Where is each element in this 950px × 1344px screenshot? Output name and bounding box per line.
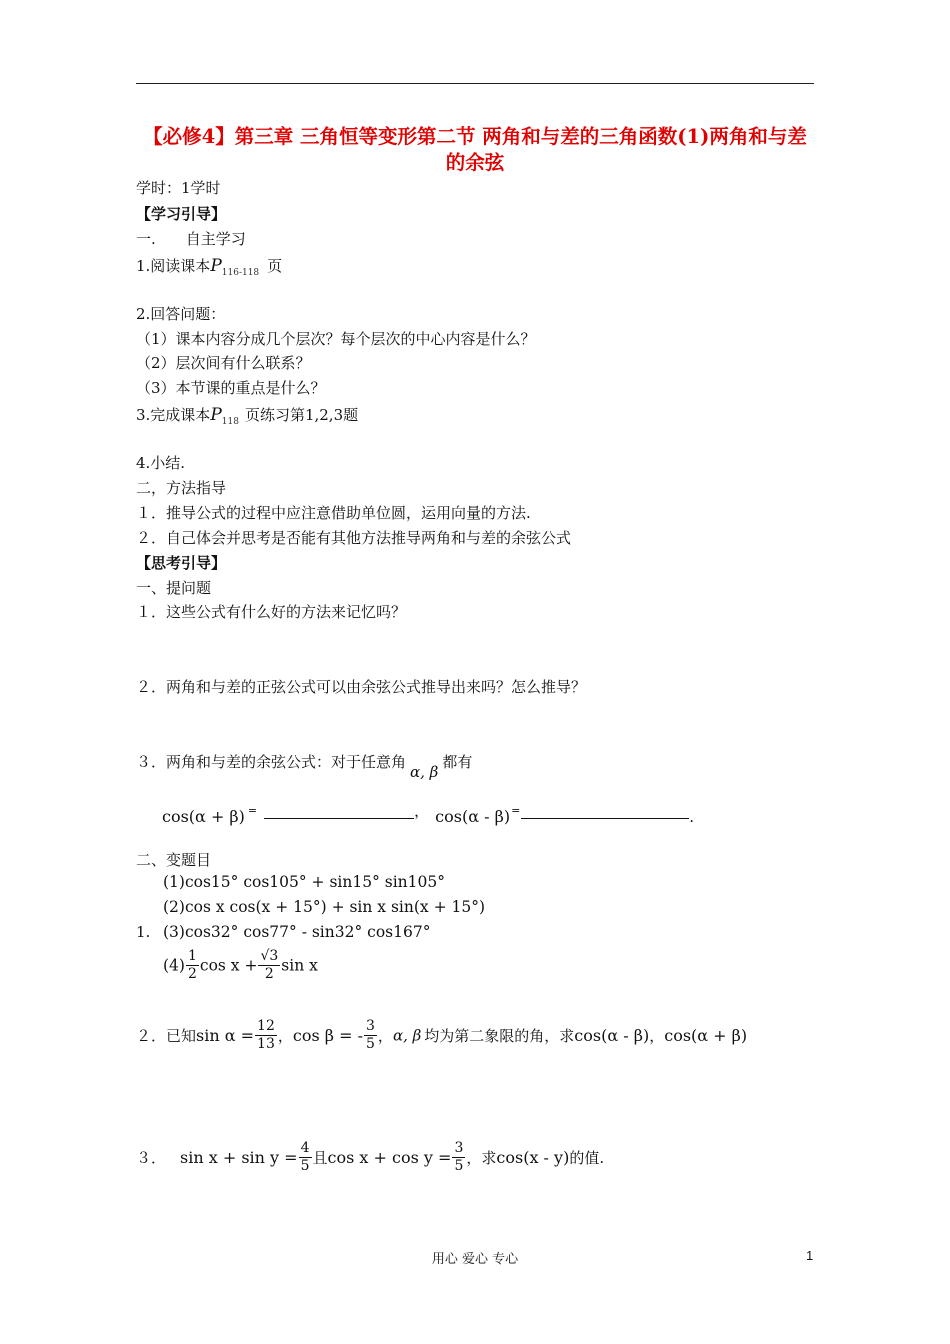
v3-den1: 5 <box>300 1158 310 1174</box>
v2-cos-beta: cos β = - <box>292 1026 363 1045</box>
cos-sum-expr: cos(α + β) <box>162 807 245 826</box>
variant-1a: (1)cos15° cos105° + sin15° sin105° <box>163 873 445 891</box>
v2-sin-alpha: sin α = <box>196 1026 255 1045</box>
variant-2 <box>136 1018 747 1053</box>
variant-1b: (2)cos x cos(x + 15°) + sin x sin(x + 15°) <box>163 898 486 916</box>
section-heading-thinking: 【思考引导】 <box>136 554 227 572</box>
v3-fraction-3-5 <box>452 1140 465 1175</box>
variant-1d <box>163 948 318 983</box>
v2-result-1: cos(α - β) <box>574 1026 650 1045</box>
formula-comma: ， <box>414 802 430 820</box>
v2-mid: 均为第二象限的角，求 <box>424 1027 575 1045</box>
cosine-formula-line <box>162 802 695 827</box>
complete-label: 3.完成课本 <box>136 406 211 424</box>
v1d-den2: 2 <box>264 966 274 982</box>
v2-fraction-12-13 <box>255 1018 277 1053</box>
complete-page-number: 118 <box>221 417 239 427</box>
v2-den2: 5 <box>366 1036 375 1052</box>
method-1: １．推导公式的过程中应注意借助单位圆，运用向量的方法. <box>136 504 531 522</box>
v1d-num2: √3 <box>260 948 279 964</box>
v3-num2: 3 <box>454 1140 464 1156</box>
read-suffix: 页 <box>267 257 283 275</box>
v3-prefix: ３． <box>136 1149 167 1167</box>
variant-3 <box>136 1140 604 1175</box>
v1d-prefix: (4) <box>163 956 185 975</box>
v3-ask: ，求 <box>466 1149 497 1167</box>
v2-comma3: ， <box>649 1027 665 1045</box>
v3-result: cos(x - y) <box>496 1148 570 1167</box>
thinking-question-3 <box>136 751 473 781</box>
part-method-guide: 二，方法指导 <box>136 479 227 497</box>
v2-num2: 3 <box>366 1018 375 1034</box>
thinking-question-2: ２．两角和与差的正弦公式可以由余弦公式推导出来吗？怎么推导？ <box>136 678 587 696</box>
complete-exercises-line <box>136 404 358 425</box>
v1d-mid: cos x + <box>199 956 258 975</box>
part-variants: 二、变题目 <box>136 851 212 869</box>
v2-result-2: cos(α + β) <box>664 1026 748 1045</box>
complete-page-symbol: P <box>210 405 222 425</box>
v3-end: 的值. <box>569 1149 605 1167</box>
part-questions: 一、提问题 <box>136 579 212 597</box>
page-number: 1 <box>806 1248 814 1263</box>
v2-den1: 13 <box>257 1036 275 1052</box>
v2-comma2: ， <box>377 1027 393 1045</box>
v2-fraction-3-5 <box>364 1018 377 1053</box>
answer-questions: 2.回答问题： <box>136 305 226 323</box>
v1d-den1: 2 <box>187 966 197 982</box>
summary-line: 4.小结. <box>136 454 186 472</box>
cos-diff-blank[interactable] <box>521 818 689 819</box>
v3-and: 且 <box>312 1149 328 1167</box>
v1d-fraction-half <box>186 948 199 983</box>
cos-sum-blank[interactable] <box>264 818 414 819</box>
read-textbook-line <box>136 255 282 276</box>
v2-comma1: ， <box>277 1027 293 1045</box>
part-self-study: 一. 自主学习 <box>136 230 246 248</box>
page-footer: 用心 爱心 专心 <box>431 1252 519 1267</box>
q3-alpha-beta: α, β <box>410 763 439 781</box>
hours-line: 学时：1学时 <box>136 179 221 197</box>
v2-num1: 12 <box>257 1018 275 1034</box>
v3-den2: 5 <box>454 1158 464 1174</box>
cos-diff-expr: cos(α - β) <box>435 807 511 826</box>
read-label: 1.阅读课本 <box>136 257 211 275</box>
q3-text: ３．两角和与差的余弦公式：对于任意角 <box>136 753 407 771</box>
v3-sin-sum: sin x + sin y = <box>180 1148 298 1167</box>
variant-1-number: 1. <box>136 923 151 941</box>
q3-suffix: 都有 <box>442 753 473 771</box>
section-heading-study: 【学习引导】 <box>136 205 227 223</box>
formula-period: . <box>689 808 695 826</box>
question-1: （1）课本内容分成几个层次？每个层次的中心内容是什么？ <box>136 330 536 348</box>
v3-fraction-4-5 <box>299 1140 312 1175</box>
v1d-fraction-root3 <box>258 948 280 983</box>
v1d-num1: 1 <box>187 948 197 964</box>
cos-sum-eq: = <box>247 804 258 817</box>
v1d-end: sin x <box>281 956 318 975</box>
complete-suffix: 页练习第1,2,3题 <box>244 406 359 424</box>
thinking-question-1: １．这些公式有什么好的方法来记忆吗？ <box>136 603 407 621</box>
v2-alpha-beta: α, β <box>392 1026 422 1045</box>
v2-prefix: ２．已知 <box>136 1027 197 1045</box>
page-title: 【必修4】第三章 三角恒等变形第二节 两角和与差的三角函数(1)两角和与差的余弦 <box>143 125 807 174</box>
cos-diff-eq: = <box>511 804 521 817</box>
v3-num1: 4 <box>300 1140 310 1156</box>
question-2: （2）层次间有什么联系？ <box>136 354 311 372</box>
read-page-range: 116-118 <box>221 268 260 278</box>
v3-cos-sum: cos x + cos y = <box>327 1148 452 1167</box>
question-3: （3）本节课的重点是什么？ <box>136 379 326 397</box>
variant-1c: (3)cos32° cos77° - sin32° cos167° <box>163 923 431 941</box>
header-rule <box>136 83 814 84</box>
read-page-symbol: P <box>210 256 222 276</box>
method-2: ２．自己体会并思考是否能有其他方法推导两角和与差的余弦公式 <box>136 529 572 547</box>
